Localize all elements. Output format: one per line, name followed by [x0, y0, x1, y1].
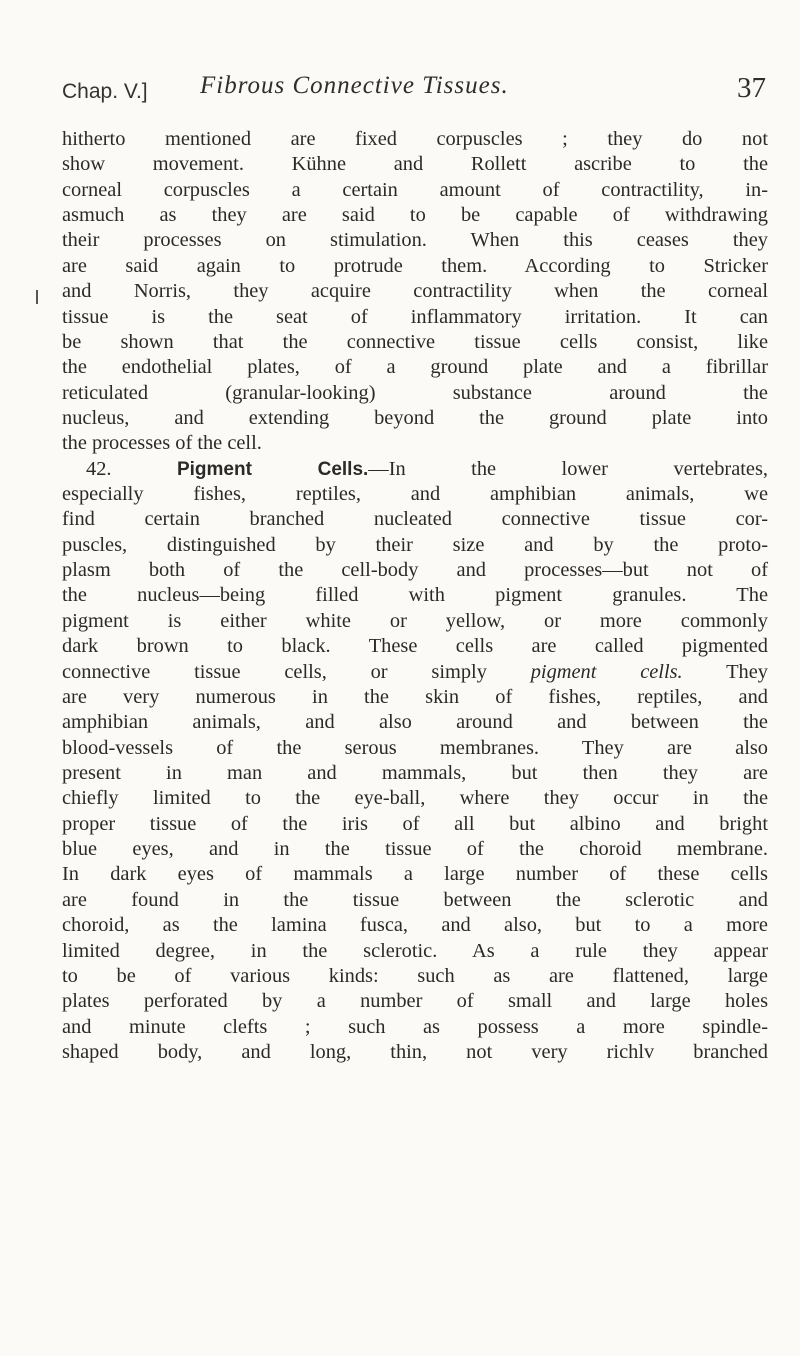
running-title: Fibrous Connective Tissues. — [200, 72, 509, 99]
text-line: present in man and mammals, but then they are — [62, 761, 768, 784]
text-segment: They — [682, 660, 768, 683]
section-number: 42. — [86, 457, 112, 480]
text-line-with-italic — [62, 660, 768, 685]
text-line: are said again to protrude them. According to Stricker — [62, 254, 768, 277]
text-line: the endothelial plates, of a ground plate and a fibrillar — [62, 356, 768, 379]
text-line: the processes of the cell. — [62, 432, 262, 455]
text-line: tissue is the seat of inflammatory irritation. It can — [62, 305, 768, 328]
section-first-line-text: —In the lower vertebrates, — [368, 457, 768, 480]
text-line: show movement. Kühne and Rollett ascribe to the — [62, 153, 768, 176]
text-line: and minute clefts ; such as possess a more spindle- — [62, 1015, 768, 1038]
section-title: Pigment Cells. — [176, 458, 369, 480]
text-line: limited degree, in the sclerotic. As a rule they appear — [62, 939, 768, 962]
text-line: especially fishes, reptiles, and amphibian animals, we — [62, 483, 768, 506]
text-line: be shown that the connective tissue cells consist, like — [62, 330, 768, 353]
text-line: corneal corpuscles a certain amount of contractility, in- — [62, 178, 768, 201]
text-line: to be of various kinds: such as are flattened, large — [62, 964, 768, 987]
text-line: plates perforated by a number of small and large holes — [62, 990, 768, 1013]
text-line: choroid, as the lamina fusca, and also, but to a more — [62, 914, 768, 937]
text-line: shaped body, and long, thin, not very richlv branched — [62, 1040, 768, 1063]
chapter-label: Chap. V.] — [62, 80, 148, 103]
text-line: plasm both of the cell-body and processes—but not of — [62, 559, 768, 582]
text-line: blood-vessels of the serous membranes. They are also — [62, 736, 768, 759]
text-line: amphibian animals, and also around and between the — [62, 711, 768, 734]
text-line: puscles, distinguished by their size and by the proto- — [62, 533, 768, 556]
text-line: asmuch as they are said to be capable of withdrawing — [62, 204, 768, 227]
text-line: pigment is either white or yellow, or more commonly — [62, 609, 768, 632]
margin-mark — [36, 290, 38, 304]
text-line: chiefly limited to the eye-ball, where they occur in the — [62, 787, 768, 810]
body-text — [62, 127, 768, 1065]
text-line: are found in the tissue between the sclerotic and — [62, 888, 768, 911]
text-line: and Norris, they acquire contractility when the corneal — [62, 280, 768, 303]
page-number: 37 — [737, 72, 766, 104]
running-header — [62, 68, 768, 112]
text-line: proper tissue of the iris of all but albino and bright — [62, 812, 768, 835]
section-heading-line — [62, 457, 768, 482]
text-line: their processes on stimulation. When this ceases they — [62, 229, 768, 252]
text-segment: connective tissue cells, or simply — [62, 660, 531, 683]
text-line: dark brown to black. These cells are called pigmented — [62, 635, 768, 658]
text-line: the nucleus—being filled with pigment granules. The — [62, 584, 768, 607]
text-line: find certain branched nucleated connective tissue cor- — [62, 508, 768, 531]
text-line: hitherto mentioned are fixed corpuscles ; they do not — [62, 128, 768, 150]
text-line: blue eyes, and in the tissue of the choroid membrane. — [62, 838, 768, 861]
italic-term: pigment cells. — [530, 660, 683, 683]
text-line: reticulated (granular-looking) substance around the — [62, 381, 768, 404]
text-line: are very numerous in the skin of fishes, reptiles, and — [62, 685, 768, 708]
text-line: nucleus, and extending beyond the ground plate into — [62, 406, 768, 429]
text-line: In dark eyes of mammals a large number of these cells — [62, 863, 768, 886]
